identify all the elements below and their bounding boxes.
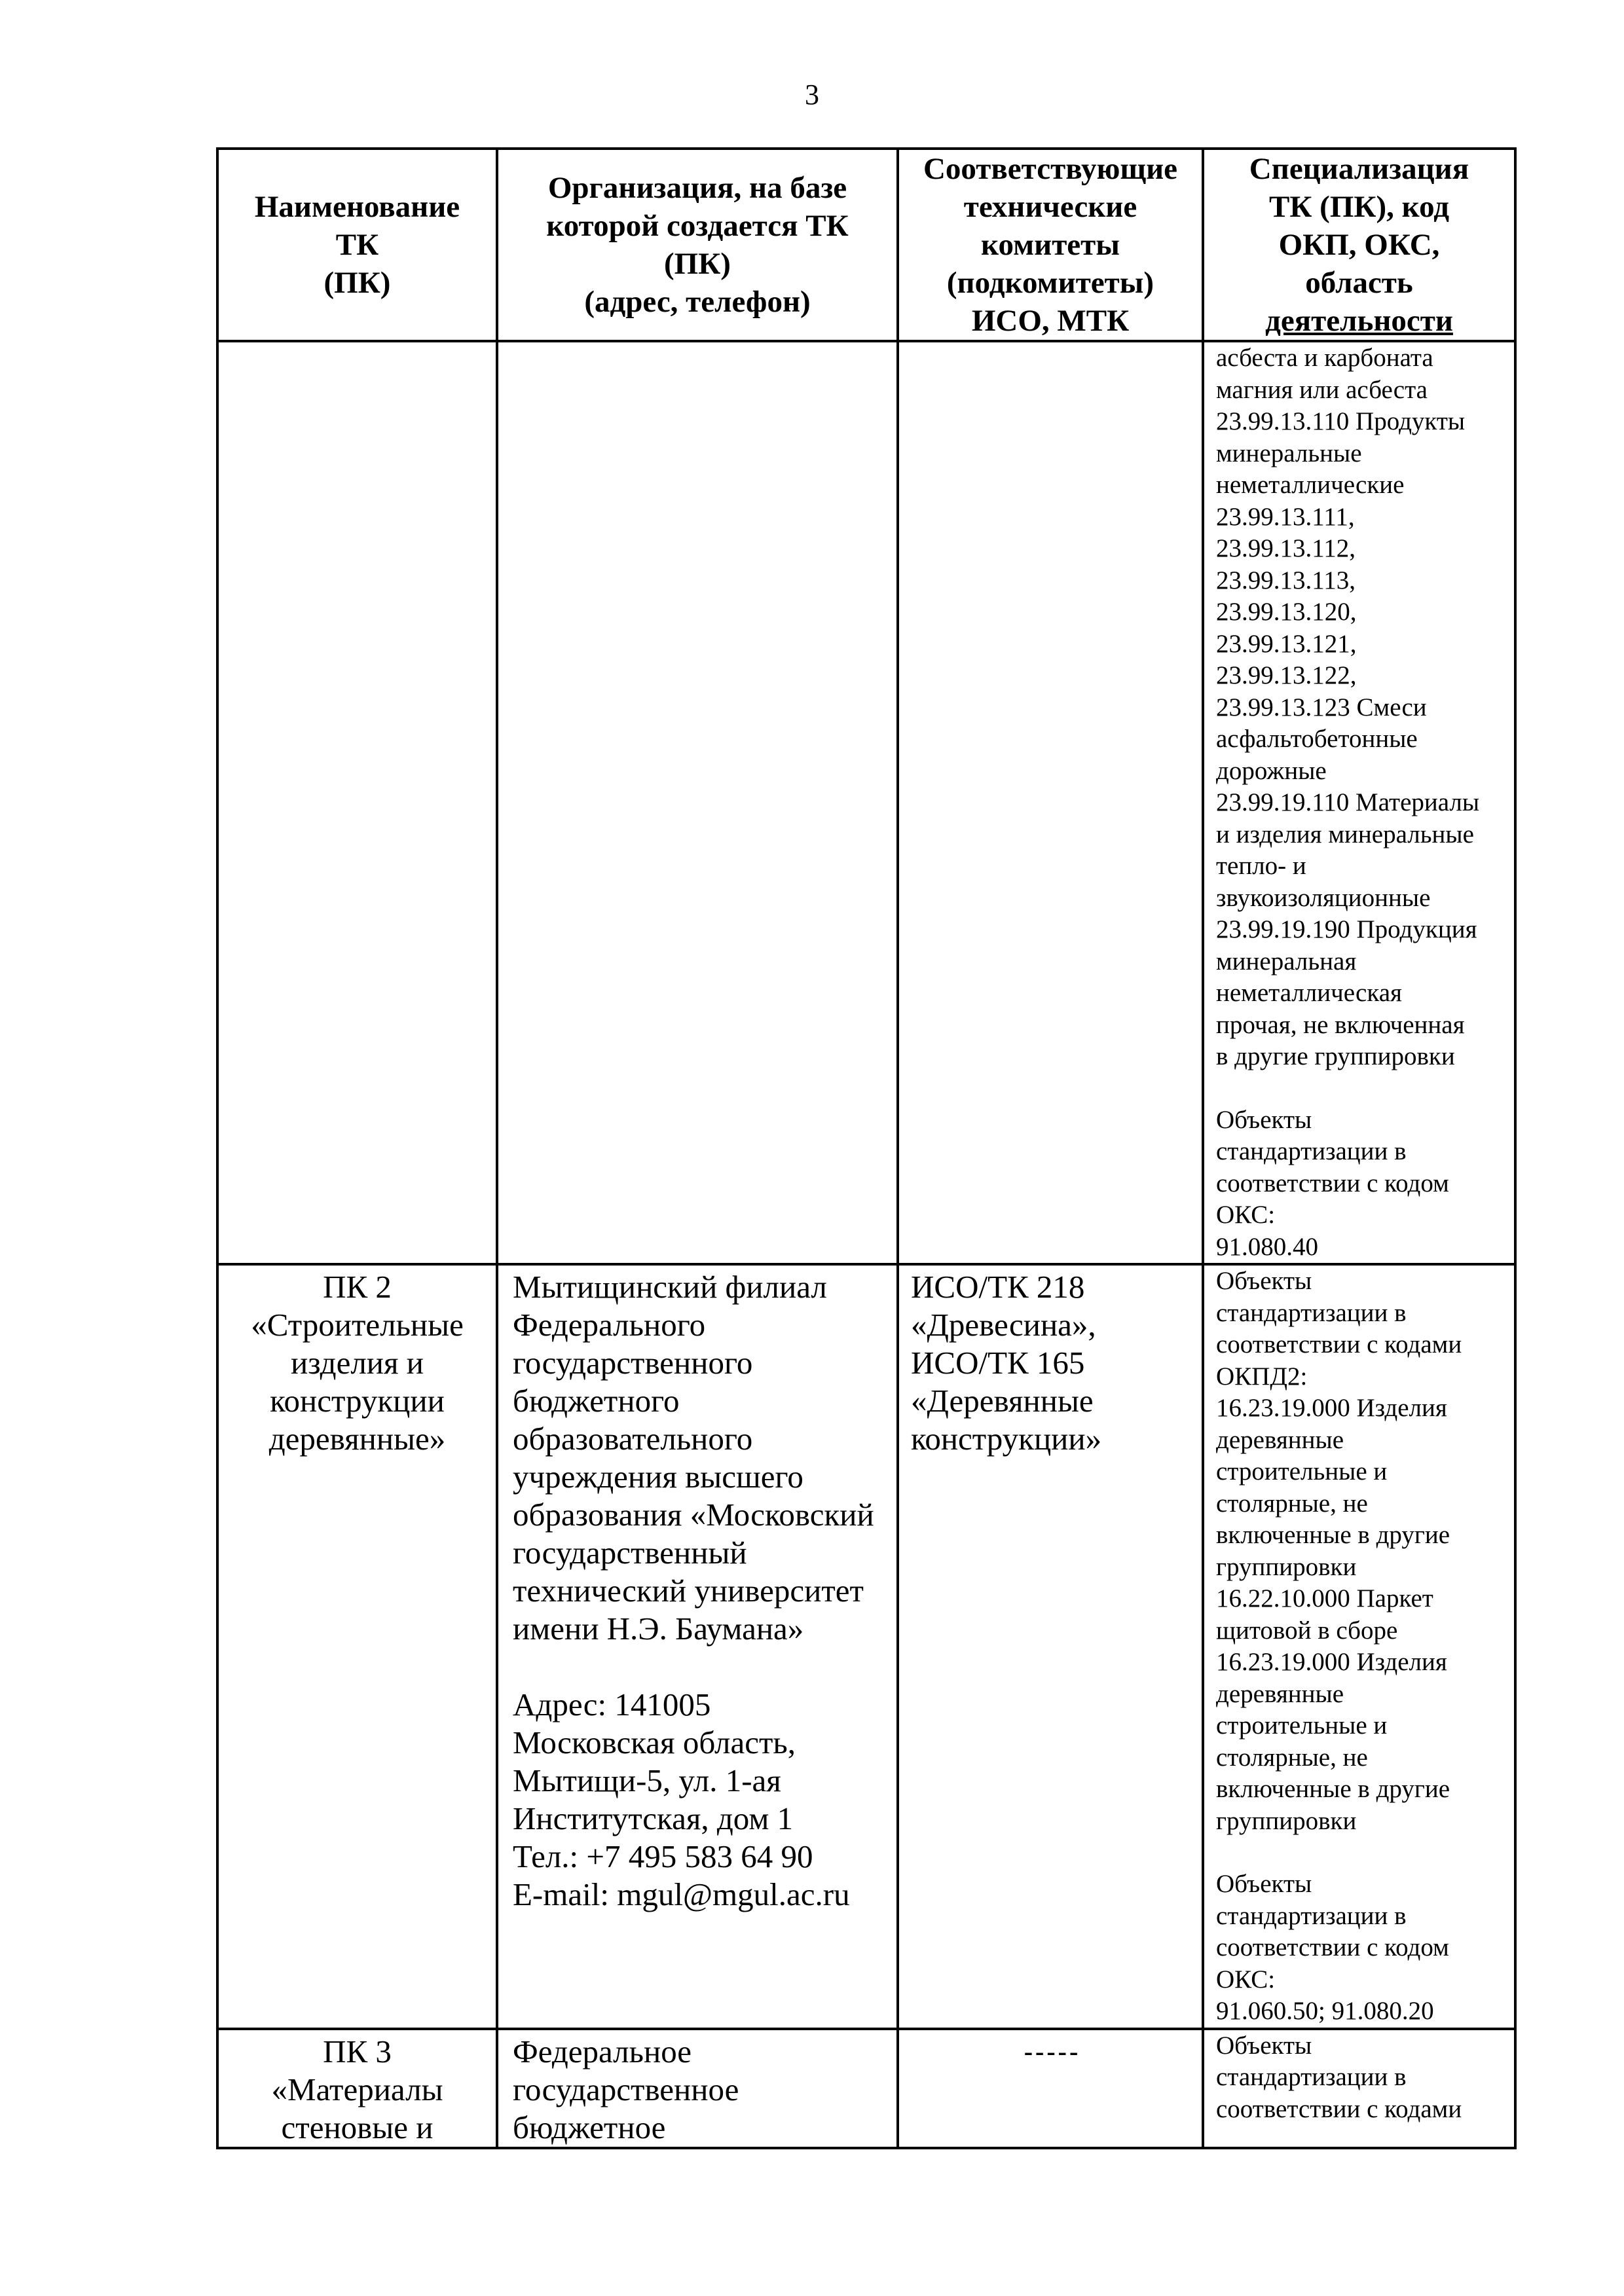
cell-text-line: стандартизации в [1216, 1298, 1407, 1327]
blank-line [1216, 1073, 1509, 1104]
cell-text-line: столярные, не [1216, 1743, 1368, 1772]
cell-text-line: минеральные [1216, 439, 1362, 467]
cell-text-line: ОКПД2: [1216, 1362, 1308, 1391]
header-text-line: технические [963, 190, 1137, 224]
header-text-line: которой создается ТК [546, 209, 849, 243]
cell-text-line: деревянные [1216, 1679, 1344, 1708]
header-text-line: (ПК) [323, 266, 391, 300]
header-text-line: Организация, на базе [547, 171, 847, 205]
cell-text-line: «Древесина», [911, 1307, 1096, 1343]
organization-cell [497, 341, 898, 1264]
cell-text-line: 16.23.19.000 Изделия [1216, 1394, 1447, 1422]
cell-text-line: группировки [1216, 1552, 1357, 1581]
cell-text-line: 91.060.50; 91.080.20 [1216, 1997, 1434, 2025]
cell-text-line: соответствии с кодом [1216, 1933, 1449, 1961]
cell-text-line: и изделия минеральные [1216, 820, 1474, 848]
header-text-line: область [1305, 266, 1413, 300]
cell-text-line: 23.99.13.113, [1216, 566, 1356, 594]
table-row [217, 1264, 1515, 2029]
header-committees [898, 149, 1203, 341]
header-text-line: ИСО, МТК [971, 304, 1130, 338]
cell-text-line: стандартизации в [1216, 1901, 1407, 1930]
header-text-line: комитеты [981, 228, 1120, 262]
specialization-cell [1203, 2029, 1515, 2148]
cell-text-line: «Деревянные [911, 1383, 1094, 1419]
blank-line [513, 1648, 889, 1686]
cell-text-line: учреждения высшего [513, 1459, 803, 1495]
cell-text-line: столярные, не [1216, 1489, 1368, 1518]
cell-text-line: неметаллическая [1216, 979, 1402, 1007]
cell-text-line: 23.99.13.112, [1216, 534, 1356, 562]
cell-text-line: Мытищинский филиал [513, 1269, 827, 1305]
header-text-line: деятельности [1265, 304, 1453, 338]
header-text-line: Наименование [254, 190, 460, 224]
cell-text-line: деревянные [1216, 1425, 1344, 1454]
header-row [217, 149, 1515, 341]
header-text-line: Специализация [1249, 152, 1469, 186]
cell-text-line: изделия и [290, 1345, 424, 1381]
header-organization [497, 149, 898, 341]
cell-text-line: 23.99.13.122, [1216, 661, 1357, 689]
cell-text-line: 91.080.40 [1216, 1232, 1318, 1261]
cell-text-line: 16.23.19.000 Изделия [1216, 1648, 1447, 1676]
committees-cell [898, 341, 1203, 1264]
cell-text-line: асбеста и карбоната [1216, 344, 1433, 372]
organization-cell [497, 1264, 898, 2029]
cell-text-line: «Строительные [251, 1307, 464, 1343]
header-specialization [1203, 149, 1515, 341]
header-text-line: ТК [335, 228, 379, 262]
header-text-line: ОКП, ОКС, [1278, 228, 1440, 262]
header-text-line: ТК (ПК), код [1268, 190, 1449, 224]
name-cell [217, 2029, 497, 2148]
cell-text-line: ПК 2 [323, 1269, 392, 1305]
cell-text-line: соответствии с кодом [1216, 1169, 1449, 1197]
cell-text-line: включенные в другие [1216, 1775, 1450, 1803]
cell-text-line: государственного [513, 1345, 753, 1381]
cell-text-line: Тел.: +7 495 583 64 90 [513, 1838, 813, 1874]
cell-text-line: образования «Московский [513, 1497, 874, 1533]
cell-text-line: стандартизации в [1216, 2063, 1407, 2091]
cell-text-line: образовательного [513, 1421, 753, 1457]
cell-text-line: Объекты [1216, 2031, 1312, 2060]
cell-text-line: асфальтобетонные [1216, 725, 1418, 753]
cell-text-line: ОКС: [1216, 1965, 1276, 1994]
cell-text-line: 23.99.13.121, [1216, 629, 1357, 658]
table-row [217, 2029, 1515, 2148]
cell-text-line: включенные в другие [1216, 1521, 1450, 1549]
cell-text-line: государственное [513, 2071, 739, 2107]
cell-text-line: Федеральное [513, 2033, 692, 2069]
cell-text-line: Институтская, дом 1 [513, 1800, 794, 1836]
organization-cell [497, 2029, 898, 2148]
cell-text-line: минеральная [1216, 947, 1357, 975]
cell-text-line: магния или асбеста [1216, 375, 1428, 404]
cell-text-line: неметаллические [1216, 471, 1405, 499]
cell-text-line: конструкции [270, 1383, 445, 1419]
cell-text-line: 23.99.13.123 Смеси [1216, 693, 1427, 721]
header-text-line: (подкомитеты) [946, 266, 1154, 300]
cell-text-line: 23.99.13.111, [1216, 502, 1355, 531]
cell-text-line: Мытищи-5, ул. 1-ая [513, 1762, 781, 1798]
cell-text-line: строительные и [1216, 1711, 1388, 1740]
header-text-line: (адрес, телефон) [584, 285, 811, 319]
cell-text-line: в другие группировки [1216, 1042, 1455, 1070]
cell-text-line: имени Н.Э. Баумана» [513, 1611, 804, 1647]
committees-cell [898, 1264, 1203, 2029]
cell-text-line: Адрес: 141005 [513, 1686, 711, 1722]
table-row [217, 341, 1515, 1264]
cell-text-line: бюджетного [513, 1383, 680, 1419]
cell-text-line: ОКС: [1216, 1201, 1276, 1229]
cell-text-line: государственный [513, 1535, 747, 1571]
header-name [217, 149, 497, 341]
name-cell [217, 1264, 497, 2029]
cell-text-line: ----- [1024, 2036, 1081, 2066]
cell-text-line: соответствии с кодами [1216, 2094, 1462, 2123]
cell-text-line: ПК 3 [323, 2033, 392, 2069]
committee-table [216, 147, 1517, 2149]
cell-text-line: Московская область, [513, 1724, 796, 1760]
cell-text-line: технический университет [513, 1573, 864, 1609]
cell-text-line: прочая, не включенная [1216, 1010, 1465, 1039]
name-cell [217, 341, 497, 1264]
cell-text-line: стеновые и [281, 2109, 434, 2145]
cell-text-line: «Материалы [271, 2071, 443, 2107]
cell-text-line: группировки [1216, 1806, 1357, 1835]
cell-text-line: соответствии с кодами [1216, 1330, 1462, 1358]
header-text-line: Соответствующие [923, 152, 1178, 186]
cell-text-line: Объекты [1216, 1105, 1312, 1134]
cell-text-line: конструкции» [911, 1421, 1102, 1457]
cell-text-line: 23.99.13.120, [1216, 598, 1357, 626]
cell-text-line: 23.99.19.110 Материалы [1216, 788, 1480, 816]
cell-text-line: Объекты [1216, 1870, 1312, 1898]
cell-text-line: Объекты [1216, 1267, 1312, 1295]
cell-text-line: деревянные» [268, 1421, 446, 1457]
cell-text-line: бюджетное [513, 2109, 666, 2145]
cell-text-line: тепло- и [1216, 852, 1306, 880]
cell-text-line: ИСО/ТК 165 [911, 1345, 1085, 1381]
cell-text-line: звукоизоляционные [1216, 883, 1431, 912]
page-number: 3 [805, 79, 819, 111]
cell-text-line: 23.99.19.190 Продукция [1216, 915, 1477, 943]
header-text-line: (ПК) [664, 247, 731, 281]
cell-text-line: E-mail: mgul@mgul.ac.ru [513, 1876, 850, 1912]
cell-text-line: Федерального [513, 1307, 706, 1343]
committees-cell [898, 2029, 1203, 2148]
cell-text-line: ИСО/ТК 218 [911, 1269, 1085, 1305]
cell-text-line: 16.22.10.000 Паркет [1216, 1584, 1433, 1613]
specialization-cell [1203, 1264, 1515, 2029]
cell-text-line: стандартизации в [1216, 1137, 1407, 1165]
cell-text-line: щитовой в сборе [1216, 1616, 1398, 1645]
cell-text-line: строительные и [1216, 1457, 1388, 1485]
cell-text-line: дорожные [1216, 756, 1327, 785]
blank-line [1216, 1837, 1509, 1868]
specialization-cell [1203, 341, 1515, 1264]
cell-text-line: 23.99.13.110 Продукты [1216, 407, 1466, 435]
